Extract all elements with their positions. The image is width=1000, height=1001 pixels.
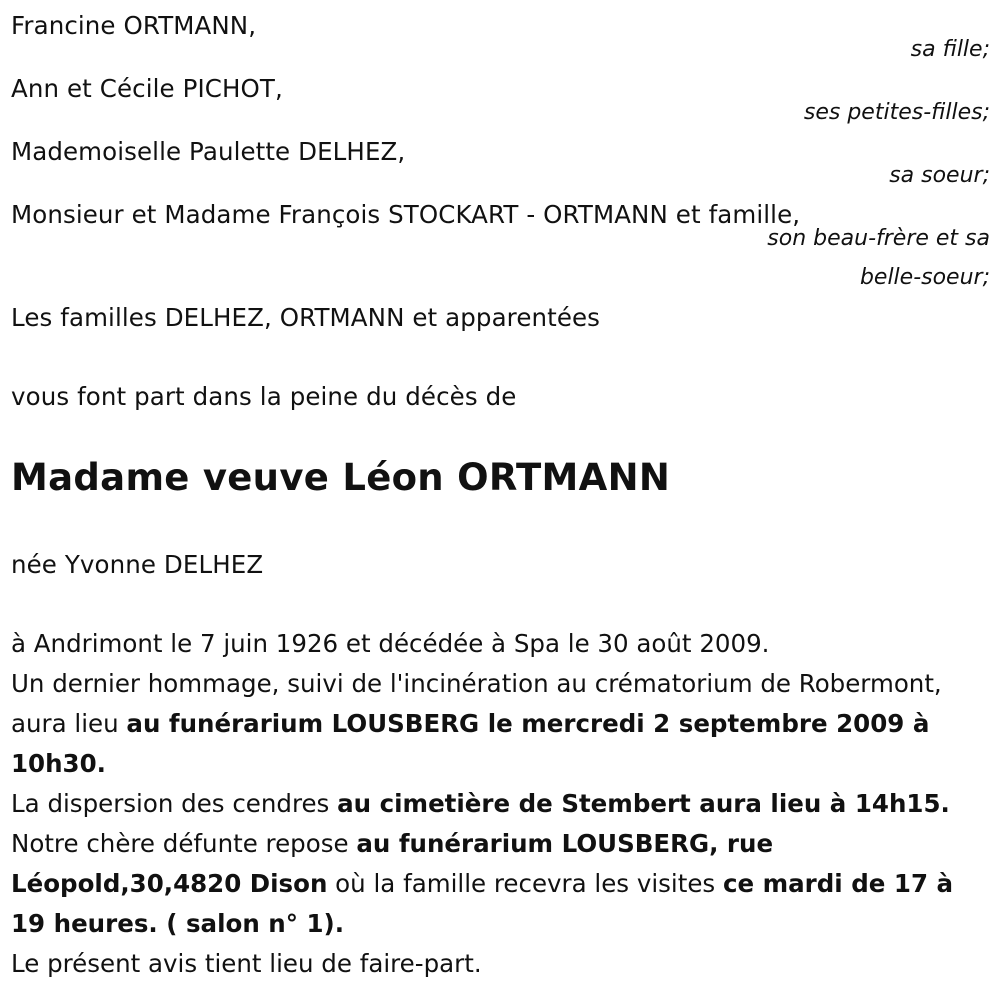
birth-name: née Yvonne DELHEZ (11, 550, 264, 579)
dispersion-line: La dispersion des cendres au cimetière de Stembert aura lieu à 14h15. (11, 789, 950, 818)
family-member-role: son beau-frère et sa (767, 226, 990, 251)
hommage-paragraph: Un dernier hommage, suivi de l'incinération au crématorium de Robermont, aura lieu au funérarium LOUSBERG le mercredi 2 septembre 2009 à 10h30. (11, 669, 942, 778)
families-line: Les familles DELHEZ, ORTMANN et apparentées (11, 303, 601, 332)
birth-death-line: à Andrimont le 7 juin 1926 et décédée à Spa le 30 août 2009. (11, 629, 770, 658)
family-member-name: Francine ORTMANN, (11, 11, 257, 40)
family-member-role: belle-soeur; (859, 265, 990, 290)
family-member-role: sa soeur; (889, 163, 990, 188)
family-member-role: ses petites-filles; (803, 100, 990, 125)
family-member-role: sa fille; (910, 37, 990, 62)
family-member-name: Mademoiselle Paulette DELHEZ, (11, 137, 406, 166)
repose-paragraph: Notre chère défunte repose au funérarium LOUSBERG, rue Léopold,30,4820 Dison où la famille recevra les visites ce mardi de 17 à 19 heures. ( salon n° 1). (11, 829, 954, 938)
family-member-name: Ann et Cécile PICHOT, (11, 74, 283, 103)
funeral-details (11, 624, 986, 984)
family-member-name: Monsieur et Madame François STOCKART - ORTMANN et famille, (11, 200, 801, 229)
closing-line: Le présent avis tient lieu de faire-part. (11, 949, 482, 978)
announcement-line: vous font part dans la peine du décès de (11, 382, 517, 411)
deceased-name: Madame veuve Léon ORTMANN (11, 456, 671, 499)
